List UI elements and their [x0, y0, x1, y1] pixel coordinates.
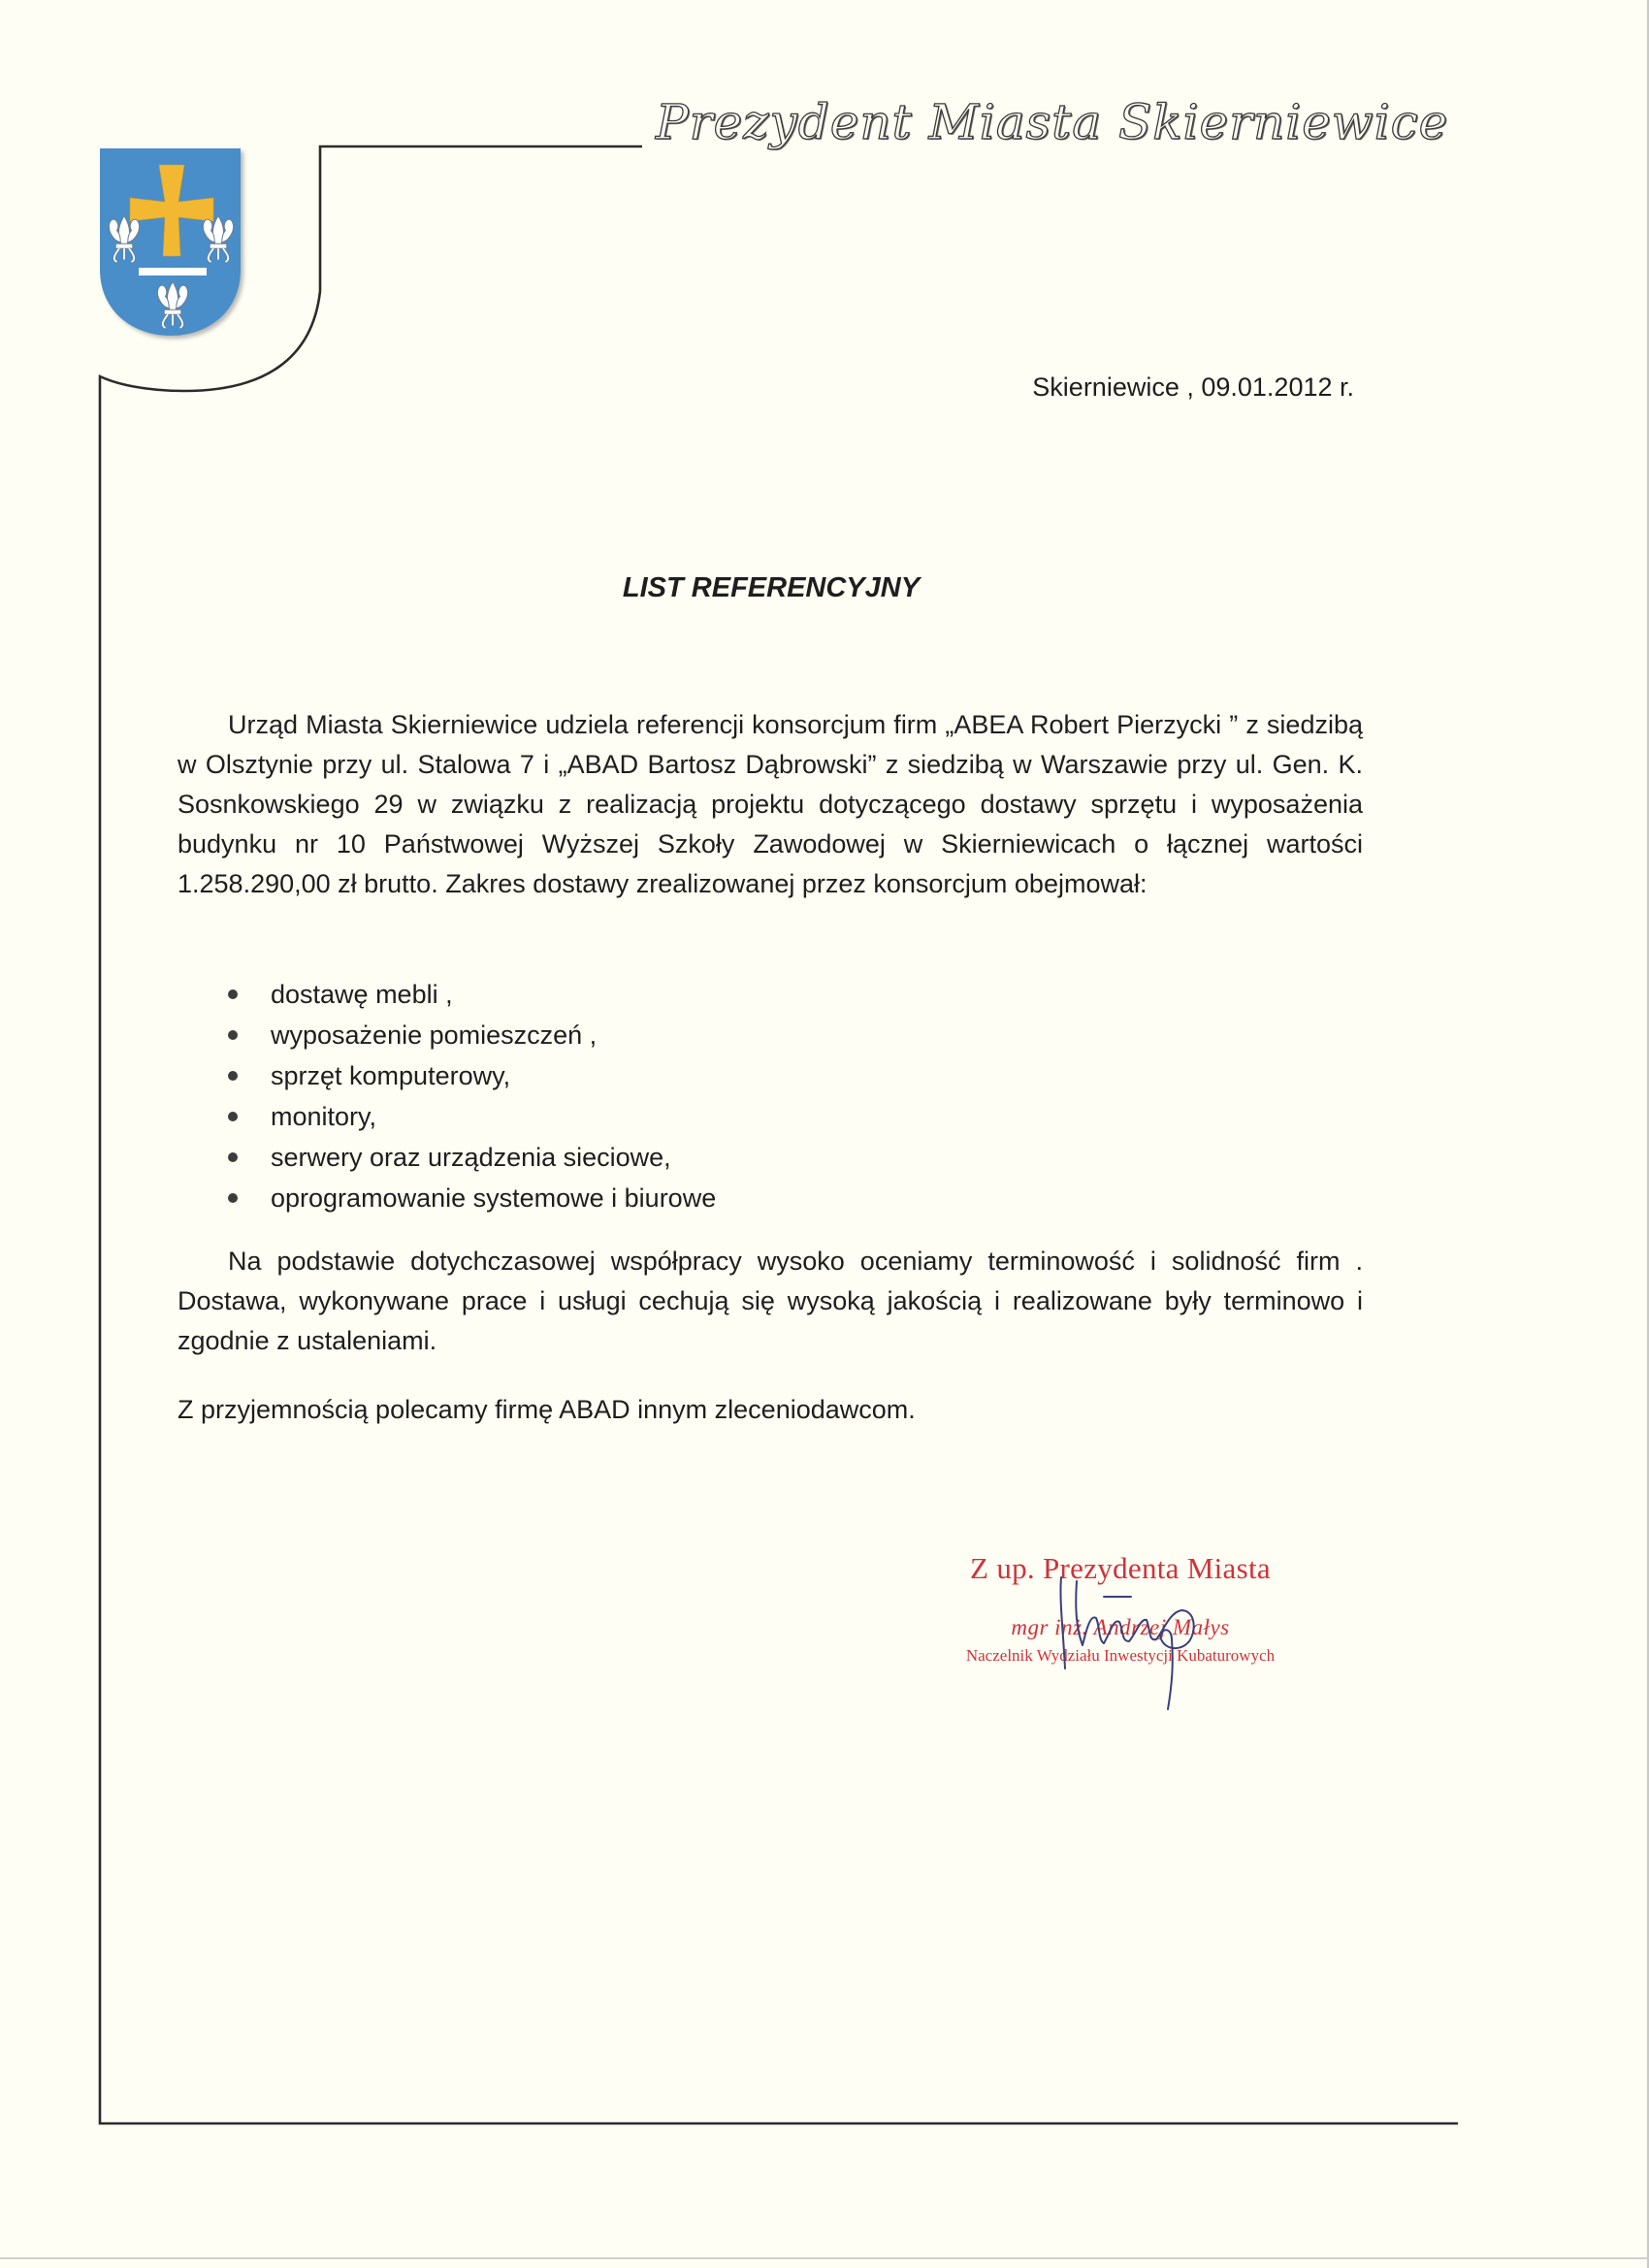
bullet-icon [228, 1071, 238, 1081]
body-paragraph-1-block [178, 705, 1363, 904]
body-paragraph: Na podstawie dotychczasowej współpracy wysoko oceniamy terminowość i solidność firm . Dostawa, wykonywane prace i usługi cechują się wysoką jakością i realizowane były terminowo i zgodnie z ustaleniami. [178, 1247, 1363, 1355]
bullet-icon [228, 989, 238, 999]
handwritten-signature-icon [1048, 1571, 1222, 1717]
list-item-label: dostawę mebli , [271, 979, 453, 1009]
list-item-label: wyposażenie pomieszczeń , [271, 1020, 598, 1050]
list-item [219, 1055, 716, 1096]
signatory-position: Naczelnik Wydziału Inwestycji Kubaturowych [965, 1646, 1276, 1665]
stamp-authority: Z up. Prezydenta Miasta [970, 1551, 1271, 1585]
date-line: Skierniewice , 09.01.2012 r. [1032, 373, 1354, 402]
bullet-icon [228, 1030, 238, 1040]
body-paragraph: Urząd Miasta Skierniewice udziela referencji konsorcjum firm „ABEA Robert Pierzycki ” z siedzibą w Olsztynie przy ul. Stalowa 7 i „ABAD Bartosz Dąbrowski” z siedzibą w Warszawie przy ul. Gen. K. Sosnkowskiego 29 w związku z realizacją projektu dotyczącego dostawy sprzętu i wyposażenia budynku nr 10 Państwowej Wyższej Szkoły Zawodowej w Skierniewicach o łącznej wartości 1.258.290,00 zł brutto. Zakres dostawy zrealizowanej przez konsorcjum obejmował: [178, 710, 1363, 898]
document-title: LIST REFERENCYJNY [622, 572, 921, 603]
list-item-label: oprogramowanie systemowe i biurowe [271, 1183, 717, 1213]
bar-icon [139, 268, 207, 275]
list-item [219, 1137, 716, 1178]
signatory-name: mgr inż. Andrzej Małys [1011, 1615, 1230, 1639]
coat-of-arms-icon [95, 144, 250, 342]
scope-list [219, 974, 716, 1218]
list-item [219, 1096, 716, 1137]
bullet-icon [228, 1152, 238, 1162]
letterhead-title: Prezydent Miasta Skierniewice [656, 94, 1449, 150]
body-paragraph-3-block [178, 1390, 1363, 1430]
list-item-label: serwery oraz urządzenia sieciowe, [271, 1142, 671, 1172]
list-item [219, 1015, 716, 1055]
bullet-icon [228, 1193, 238, 1203]
list-item [219, 974, 716, 1015]
body-paragraph: Z przyjemnością polecamy firmę ABAD innym zleceniodawcom. [178, 1395, 916, 1424]
body-paragraph-2-block [178, 1242, 1363, 1361]
list-item-label: sprzęt komputerowy, [271, 1060, 511, 1090]
list-item [219, 1178, 716, 1218]
page-edge [0, 2257, 1649, 2259]
list-item-label: monitory, [271, 1101, 377, 1131]
bullet-icon [228, 1112, 238, 1121]
